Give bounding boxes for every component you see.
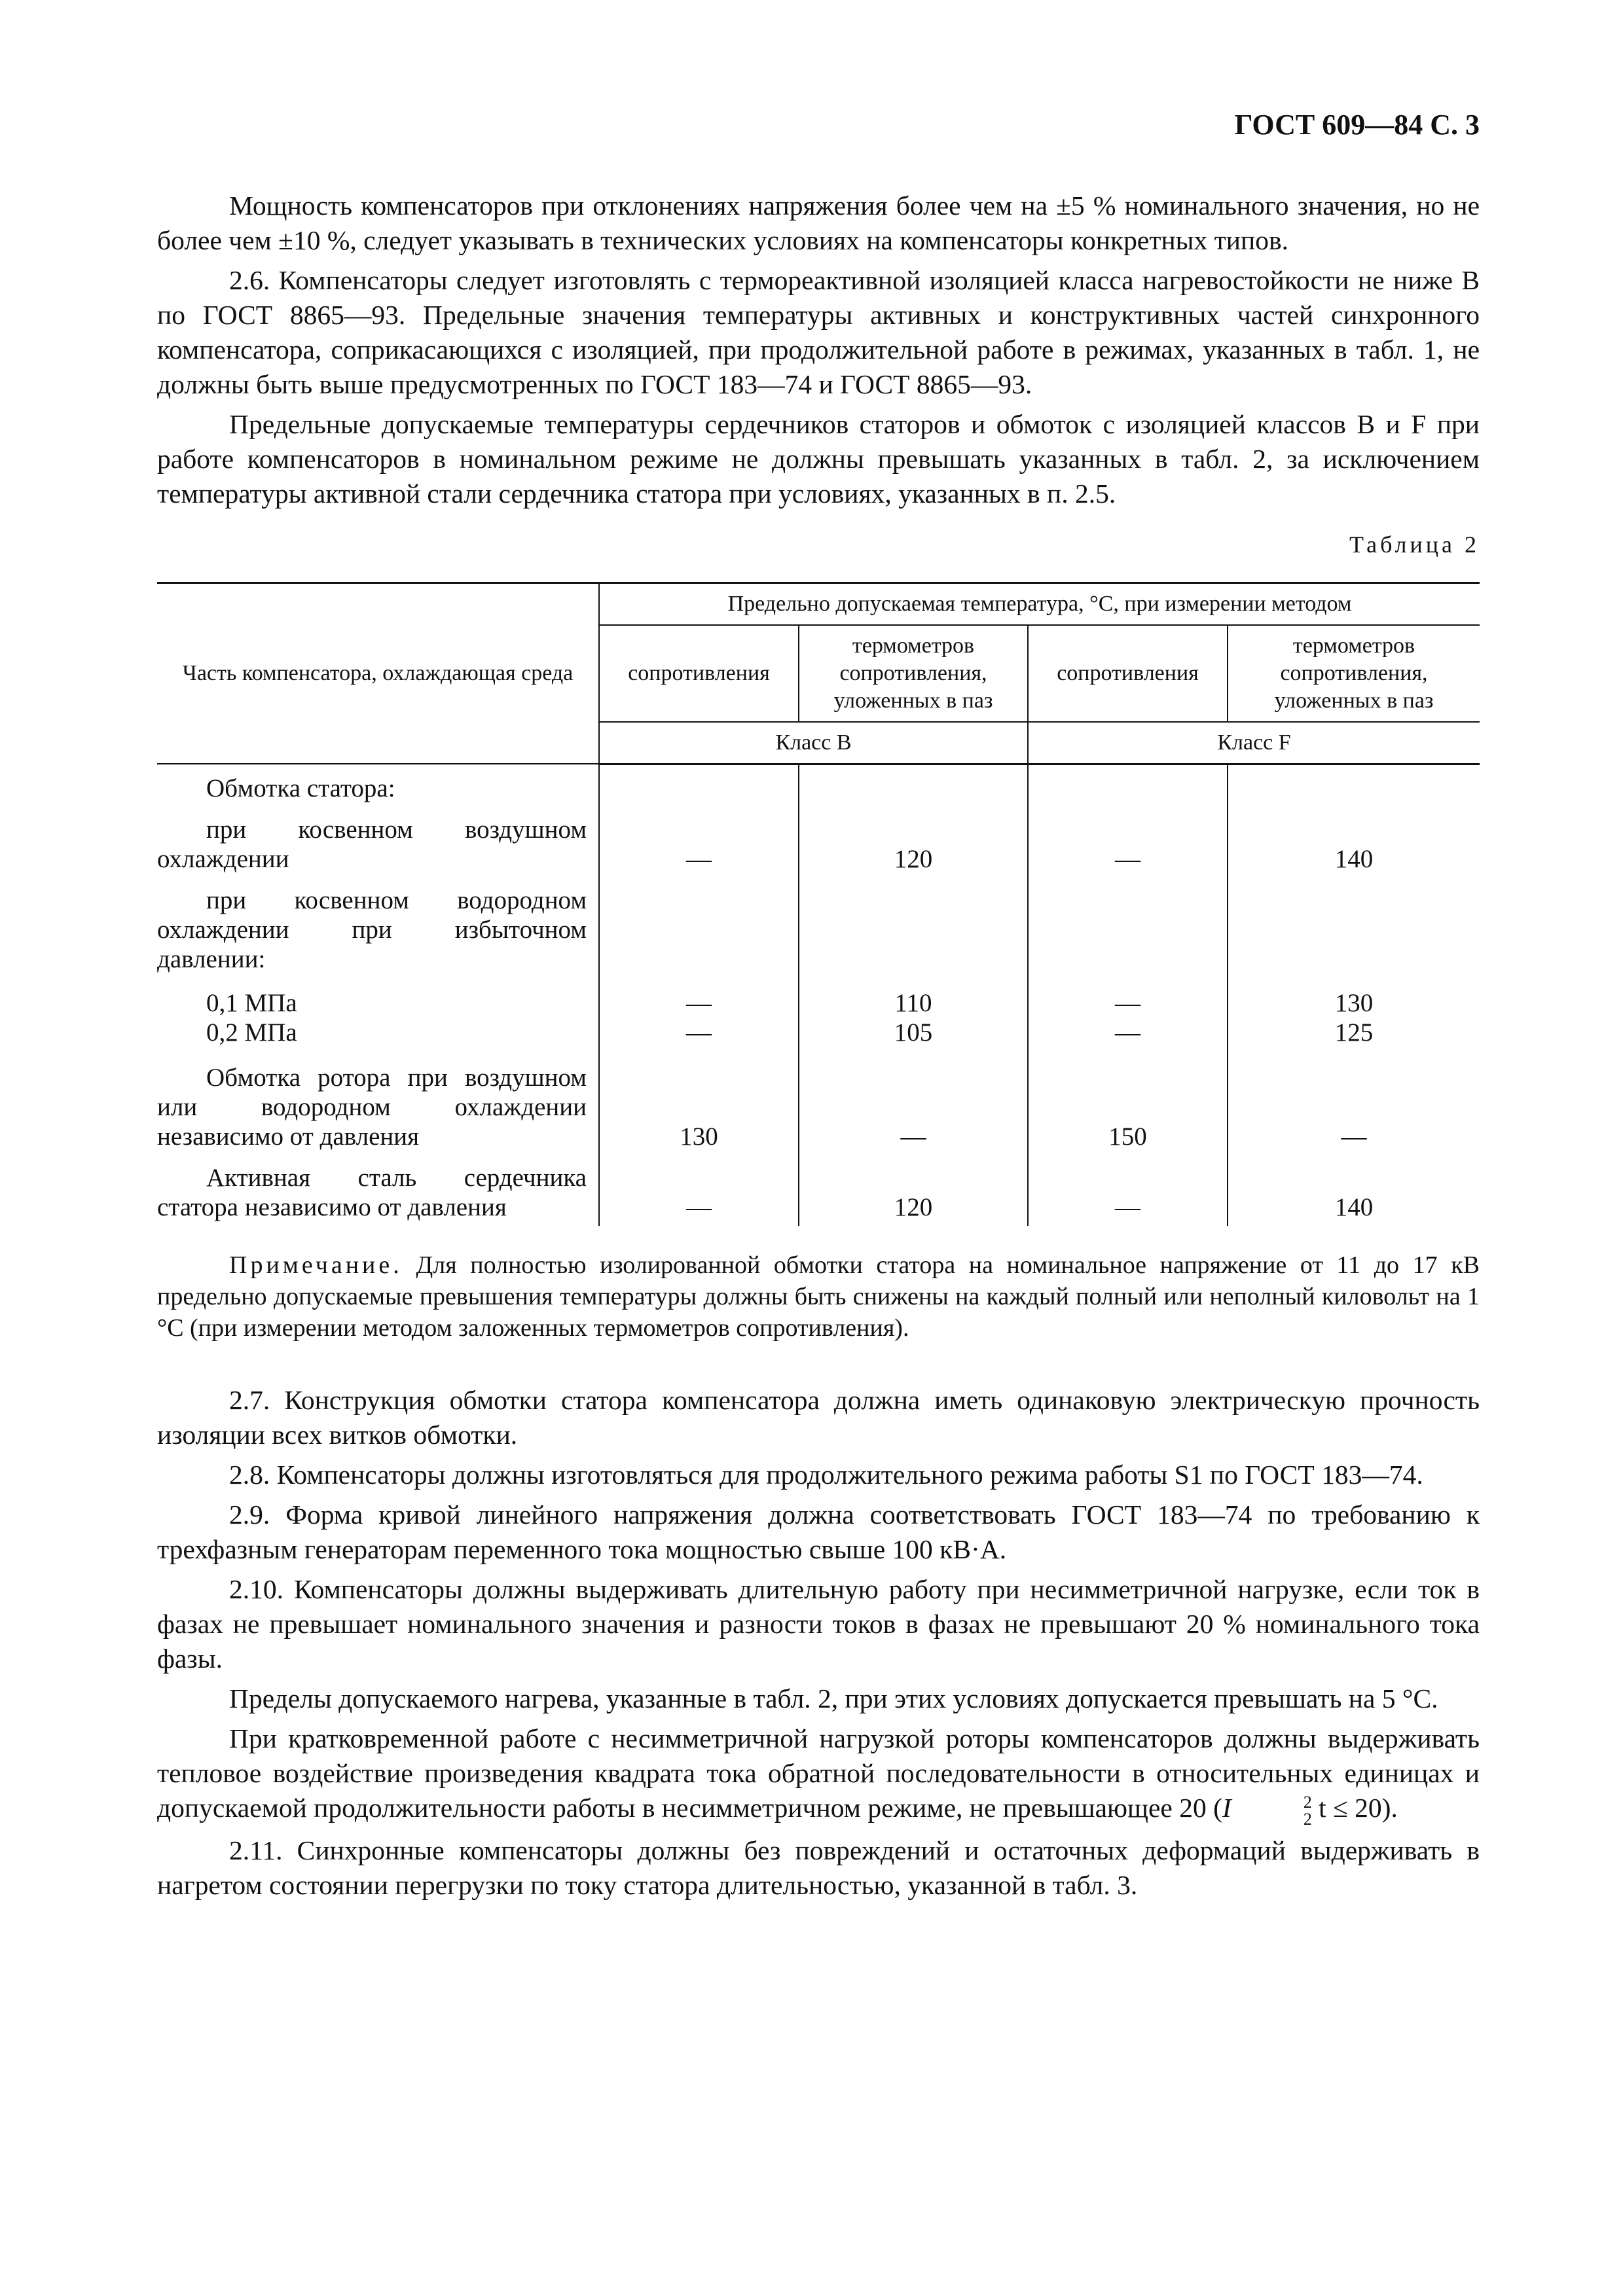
table-cell: — xyxy=(599,1151,799,1226)
row-label: Обмотка ротора при воздушном или водородном охлаждении независимо от давления xyxy=(157,1064,587,1151)
paragraph-text: При кратковременной работе с несимметричной нагрузкой роторы компенсаторов должны выдерживать тепловое воздействие произведения квадрата тока обратной последовательности в относительных единицах и допускаемой продолжительности работы в несимметричном режиме, не превышающее 20 xyxy=(157,1723,1480,1823)
table-row xyxy=(157,874,1480,974)
table-cell: 140 xyxy=(1228,803,1480,874)
temperature-table xyxy=(157,582,1480,1227)
table-cell: 130 xyxy=(1228,974,1480,1018)
row-label: Активная сталь сердечника статора независимо от давления xyxy=(157,1164,587,1222)
body-text-top xyxy=(157,188,1480,511)
table-row xyxy=(157,974,1480,1018)
table-cell: 125 xyxy=(1228,1018,1480,1047)
table-cell: 120 xyxy=(799,803,1028,874)
paragraph: Пределы допускаемого нагрева, указанные в табл. 2, при этих условиях допускается превышать на 5 °С. xyxy=(229,1683,1438,1714)
table-cell: — xyxy=(599,1018,799,1047)
table-row xyxy=(157,1151,1480,1226)
paragraph-2-10: 2.10. Компенсаторы должны выдерживать длительную работу при несимметричной нагрузке, если ток в фазах не превышает номинального значения и разности токов в фазах не превышают 20 % номинального тока фазы. xyxy=(157,1574,1480,1674)
table-cell: 150 xyxy=(1028,1047,1228,1151)
formula-sup: 2 xyxy=(1303,1792,1312,1812)
table-header-method: термометров сопротивления, уложенных в паз xyxy=(799,625,1028,722)
table-row xyxy=(157,1047,1480,1151)
paragraph: Предельные допускаемые температуры сердечников статоров и обмоток с изоляцией классов В и F при работе компенсаторов в номинальном режиме не должны превышать указанных в табл. 2, за исключением температуры активной стали сердечника статора при условиях, указанных в п. 2.5. xyxy=(157,408,1480,509)
table-header-method: сопротивления xyxy=(1028,625,1228,722)
table-cell: 130 xyxy=(599,1047,799,1151)
paragraph-with-formula xyxy=(157,1721,1480,1827)
table-cell: — xyxy=(599,803,799,874)
table-caption: Таблица 2 xyxy=(1349,531,1480,558)
row-label: 0,2 МПа xyxy=(206,1018,297,1047)
row-label: Обмотка статора: xyxy=(206,774,395,803)
paragraph-2-6: 2.6. Компенсаторы следует изготовлять с термореактивной изоляцией класса нагревостойкости не ниже В по ГОСТ 8865—93. Предельные значения температуры активных и конструктивных частей синхронного компенсатора, соприкасающихся с изоляцией, при продолжительной работе в режимах, указанных в табл. 1, не должны быть выше предусмотренных по ГОСТ 183—74 и ГОСТ 8865—93. xyxy=(157,264,1480,399)
table-row xyxy=(157,764,1480,803)
table-cell: 105 xyxy=(799,1018,1028,1047)
row-label: при косвенном воздушном охлаждении xyxy=(157,816,587,874)
formula-sub: 2 xyxy=(1303,1809,1312,1829)
paragraph-2-7: 2.7. Конструкция обмотки статора компенсатора должна иметь одинаковую электрическую прочность изоляции всех витков обмотки. xyxy=(157,1385,1480,1450)
table-cell: 140 xyxy=(1228,1151,1480,1226)
table-cell: 120 xyxy=(799,1151,1028,1226)
table-cell: — xyxy=(1028,1018,1228,1047)
table-header-class-b: Класс В xyxy=(599,722,1028,764)
paragraph: Мощность компенсаторов при отклонениях напряжения более чем на ±5 % номинального значения, но не более чем ±10 %, следует указывать в технических условиях на компенсаторы конкретных типов. xyxy=(157,190,1480,255)
table-row xyxy=(157,803,1480,874)
table-header-part: Часть компенсатора, охлаждающая среда xyxy=(157,583,599,764)
row-label: при косвенном водородном охлаждении при избыточном давлении: xyxy=(157,886,587,974)
table-cell: 110 xyxy=(799,974,1028,1018)
formula-current: I xyxy=(1222,1793,1231,1823)
table-header-method: термометров сопротивления, уложенных в паз xyxy=(1228,625,1480,722)
note-text: Для полностью изолированной обмотки статора на номинальное напряжение от 11 до 17 кВ предельно допускаемые превышения температуры должны быть снижены на каждый полный или неполный киловольт на 1 °С (при измерении методом заложенных термометров сопротивления). xyxy=(157,1251,1480,1342)
paragraph-2-11: 2.11. Синхронные компенсаторы должны без повреждений и остаточных деформаций выдерживать в нагретом состоянии перегрузки по току статора длительностью, указанной в табл. 3. xyxy=(157,1835,1480,1900)
table-cell: — xyxy=(1228,1047,1480,1151)
table-cell: — xyxy=(1028,974,1228,1018)
paragraph-2-8: 2.8. Компенсаторы должны изготовляться для продолжительного режима работы S1 по ГОСТ 183—74. xyxy=(229,1460,1423,1490)
table-header-class-f: Класс F xyxy=(1028,722,1480,764)
paragraph-2-9: 2.9. Форма кривой линейного напряжения должна соответствовать ГОСТ 183—74 по требованию к трехфазным генераторам переменного тока мощностью свыше 100 кВ·А. xyxy=(157,1499,1480,1565)
row-label: 0,1 МПа xyxy=(206,989,297,1018)
table-cell: — xyxy=(1028,803,1228,874)
note-label: Примечание. xyxy=(229,1251,403,1280)
table-header-method: сопротивления xyxy=(599,625,799,722)
table-header-group: Предельно допускаемая температура, °С, при измерении методом xyxy=(599,583,1480,625)
table-cell: — xyxy=(599,974,799,1018)
document-page xyxy=(157,108,1480,1908)
formula-rest: t ≤ 20). xyxy=(1311,1793,1398,1823)
table-cell: — xyxy=(1028,1151,1228,1226)
body-text-bottom xyxy=(157,1383,1480,1902)
table-note xyxy=(157,1249,1480,1344)
formula-open: ( xyxy=(1206,1793,1222,1823)
running-header: ГОСТ 609—84 С. 3 xyxy=(1234,109,1480,141)
table-cell: — xyxy=(799,1047,1028,1151)
table-row xyxy=(157,1018,1480,1047)
